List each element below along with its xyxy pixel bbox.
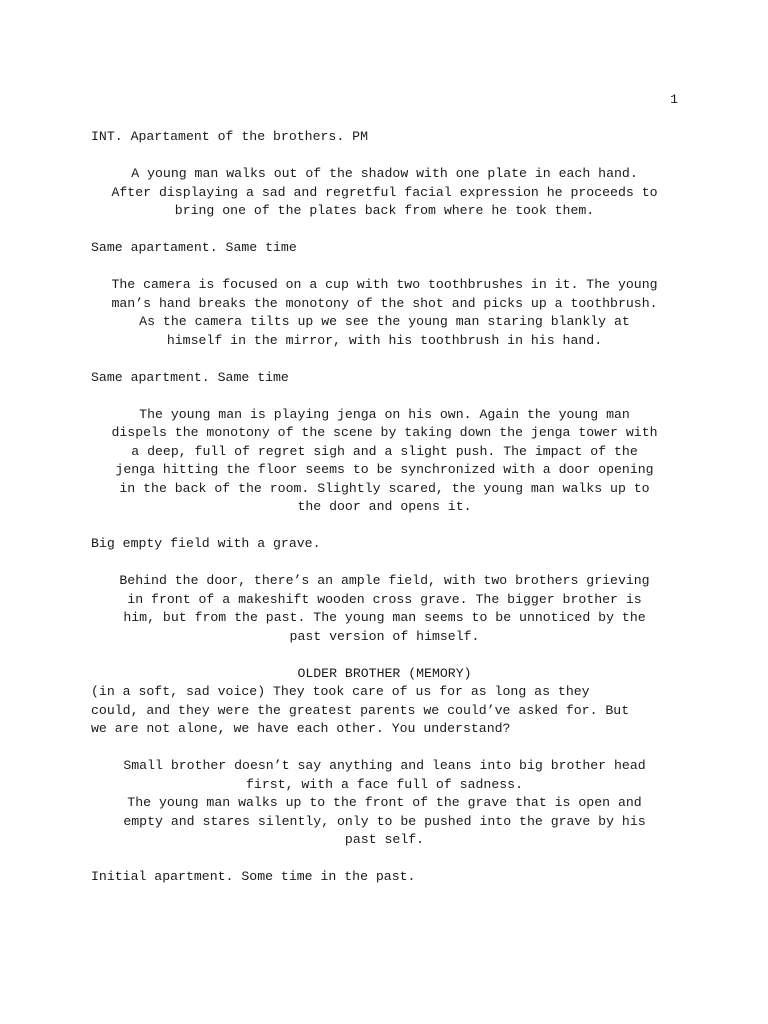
action-paragraph — [91, 276, 678, 350]
text-line: Initial apartment. Some time in the past. — [91, 869, 416, 884]
text-line: dispels the monotony of the scene by taking down the jenga tower with — [111, 425, 658, 440]
text-line: Small brother doesn’t say anything and leans into big brother head — [123, 758, 646, 773]
scene-heading — [91, 868, 678, 887]
text-line: past version of himself. — [289, 628, 480, 644]
action-paragraph — [91, 757, 678, 850]
scene-heading — [91, 239, 678, 258]
text-line: After displaying a sad and regretful facial expression he proceeds to — [111, 184, 658, 200]
text-line: man’s hand breaks the monotony of the shot and picks up a toothbrush. — [111, 295, 658, 311]
text-line: jenga hitting the floor seems to be synchronized with a door opening — [115, 462, 654, 477]
text-line: Behind the door, there’s an ample field, with two brothers grieving — [119, 573, 650, 588]
text-line: in front of a makeshift wooden cross grave. The bigger brother is — [127, 591, 642, 607]
text-line: As the camera tilts up we see the young man staring blankly at — [139, 314, 630, 329]
scene-heading — [91, 128, 678, 147]
action-paragraph — [91, 406, 678, 517]
text-line: Same apartament. Same time — [91, 240, 297, 255]
scene-heading — [91, 369, 678, 388]
text-line: we are not alone, we have each other. You understand? — [91, 721, 511, 736]
text-line: The camera is focused on a cup with two toothbrushes in it. The young — [111, 277, 658, 292]
text-line: in the back of the room. Slightly scared, the young man walks up to — [119, 480, 650, 496]
text-line: could, and they were the greatest parents we could’ve asked for. But — [91, 702, 630, 718]
text-line: OLDER BROTHER (MEMORY) — [297, 665, 472, 681]
action-paragraph — [91, 165, 678, 221]
character-name — [91, 665, 678, 684]
text-line: himself in the mirror, with his toothbrush in his hand. — [166, 332, 603, 348]
text-line: bring one of the plates back from where he took them. — [174, 203, 595, 218]
action-paragraph — [91, 572, 678, 646]
text-line: first, with a face full of sadness. — [246, 776, 523, 792]
page-number: 1 — [670, 92, 678, 107]
text-line: Big empty field with a grave. — [91, 536, 321, 551]
text-line: past self. — [344, 832, 425, 847]
text-line: (in a soft, sad voice) They took care of us for as long as they — [91, 684, 590, 699]
screenplay-body — [91, 128, 678, 887]
text-line: him, but from the past. The young man seems to be unnoticed by the — [123, 610, 646, 625]
text-line: The young man is playing jenga on his own. Again the young man — [139, 406, 630, 422]
text-line: Same apartment. Same time — [91, 369, 289, 385]
text-line: The young man walks up to the front of the grave that is open and — [127, 795, 642, 810]
text-line: INT. Apartament of the brothers. PM — [91, 129, 368, 144]
text-line: a deep, full of regret sigh and a slight push. The impact of the — [131, 443, 638, 459]
text-line: A young man walks out of the shadow with one plate in each hand. — [131, 166, 638, 181]
scene-heading — [91, 535, 678, 554]
text-line: the door and opens it. — [297, 499, 472, 514]
dialogue — [91, 683, 678, 739]
text-line: empty and stares silently, only to be pushed into the grave by his — [123, 813, 646, 829]
